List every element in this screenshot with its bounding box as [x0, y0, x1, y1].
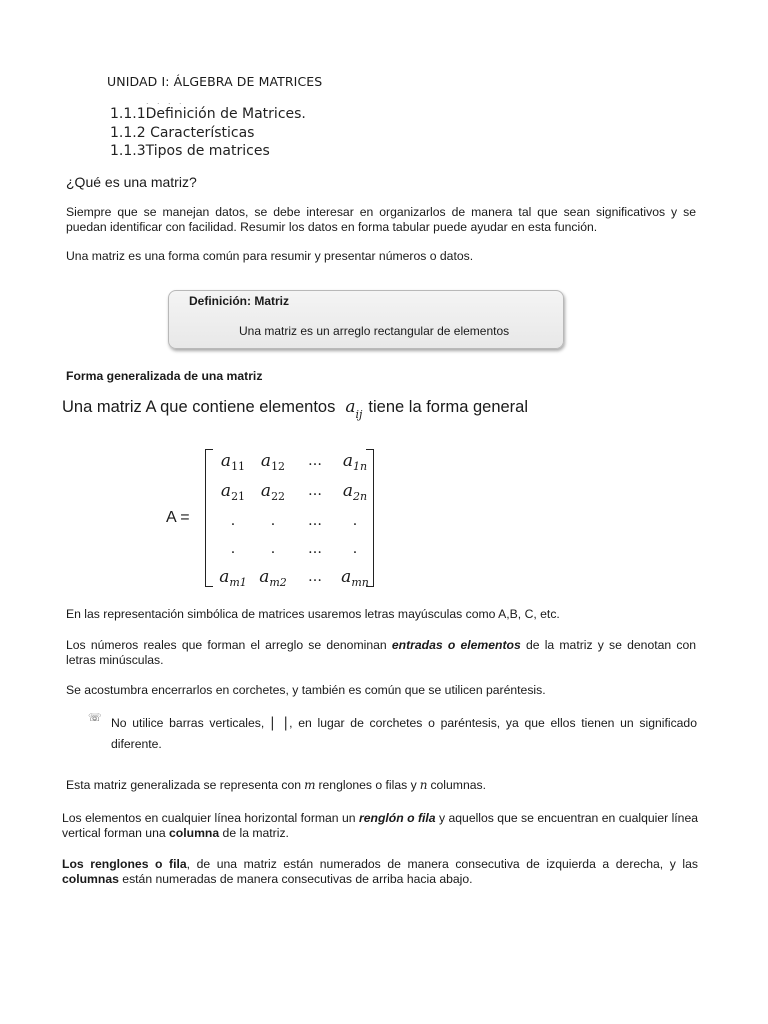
definition-box — [168, 290, 564, 349]
matrix-cell: . — [230, 513, 236, 529]
matrix-cell: … — [308, 483, 322, 499]
matrix-cell: … — [308, 513, 322, 529]
matrix-cell: . — [352, 541, 358, 557]
general-form-heading: Forma generalizada de una matriz — [66, 369, 263, 383]
matrix-cell: $a_{21}$ — [220, 481, 246, 503]
question-heading: ¿Qué es una matriz? — [66, 174, 197, 190]
matrix-cell: $a_{2n}$ — [342, 481, 368, 503]
matrix-cell: . — [270, 541, 276, 557]
definition-title: Definición: Matriz — [189, 294, 290, 308]
toc-item-definition: 1.1.1Definición de Matrices. — [110, 106, 306, 122]
toc-item-types: 1.1.3Tipos de matrices — [110, 143, 270, 159]
rows-paragraph: Los renglones o fila, de una matriz están numerados de manera consecutiva de izquierda a derecha, y las columnas están numeradas de manera consecutivas de arriba hacia abajo. — [62, 857, 698, 886]
intro-paragraph: Siempre que se manejan datos, se debe interesar en organizarlos de manera tal que sean significativos y se puedan identificar con facilidad. Resumir los datos en forma tabular puede ayudar en esta función. — [66, 205, 696, 234]
brackets-paragraph: Se acostumbra encerrarlos en corchetes, y también es común que se utilicen paréntesis. — [66, 683, 546, 697]
matrix-cell: … — [308, 541, 322, 557]
matrix-cell: $a_{22}$ — [260, 481, 286, 503]
matrix-cell: . — [230, 541, 236, 557]
matrix-cell: $a_{1n}$ — [342, 451, 368, 473]
matrix-cell: $a_{12}$ — [260, 451, 286, 473]
matrix-cell: $a_{11}$ — [220, 451, 246, 473]
matrix-summary-paragraph: Una matriz es una forma común para resumir y presentar números o datos. — [66, 249, 474, 263]
unit-title: UNIDAD I: ÁLGEBRA DE MATRICES — [107, 74, 323, 89]
elements-paragraph: Los elementos en cualquier línea horizontal forman un renglón o fila y aquellos que se encuentran en cualquier línea vertical forman una columna de la matriz. — [62, 811, 699, 840]
matrix-cell: . — [270, 513, 276, 529]
matrix-cell: $a_{m1}$ — [219, 567, 247, 589]
vertical-bars: | | — [269, 715, 290, 731]
entries-emphasis: entradas o elementos — [391, 638, 521, 652]
generalized-paragraph: Esta matriz generalizada se representa con m renglones o filas y n columnas. — [66, 778, 486, 792]
definition-text: Una matriz es un arreglo rectangular de elementos — [239, 324, 510, 338]
matrix-label: A = — [166, 509, 190, 526]
entries-paragraph: Los números reales que forman el arreglo se denominan entradas o elementos de la matriz y se denotan con letras minúsculas. — [66, 638, 697, 667]
intro-after: tiene la forma general — [368, 398, 529, 416]
matrix-cell: $a_{mn}$ — [341, 567, 369, 589]
matrix-cell: … — [308, 453, 322, 469]
note-paragraph: No utilice barras verticales, | |, en lugar de corchetes o paréntesis, ya que ellos tienen un significado diferente. — [111, 715, 697, 751]
matrix-cell: $a_{m2}$ — [259, 567, 287, 589]
bullet-hand-icon: ☏ — [88, 712, 102, 724]
matrix-cell: . — [352, 513, 358, 529]
toc-item-characteristics: 1.1.2 Características — [110, 125, 255, 141]
intro-before: Una matriz A que contiene elementos — [62, 398, 336, 416]
toc-dots: . . . . — [146, 96, 185, 106]
matrix-cell: … — [308, 569, 322, 585]
general-form-intro — [62, 397, 528, 421]
symbolic-paragraph: En las representación simbólica de matrices usaremos letras mayúsculas como A,B, C, etc. — [66, 607, 560, 621]
element-symbol: $a_{ij}$ — [345, 397, 363, 421]
